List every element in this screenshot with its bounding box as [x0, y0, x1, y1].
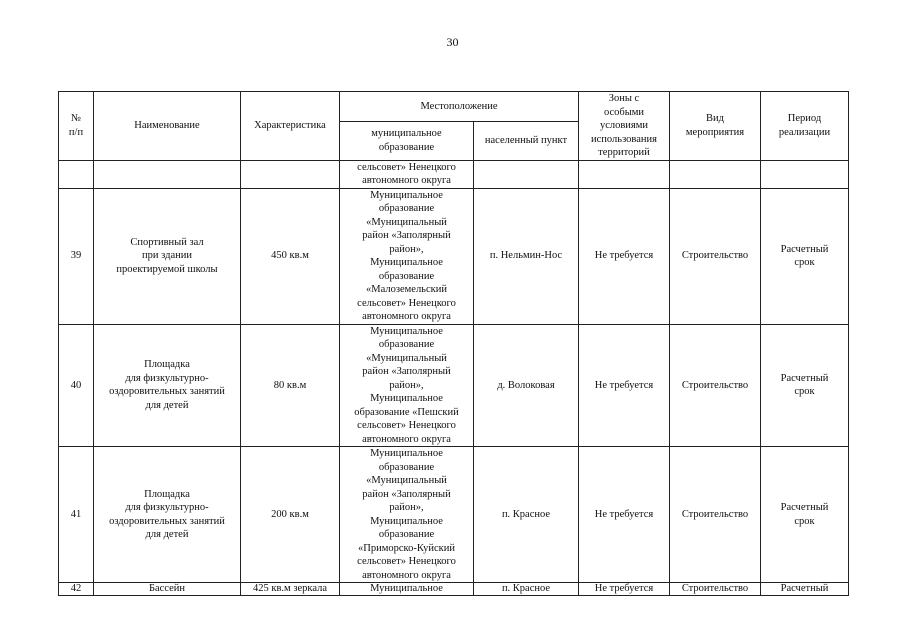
cell-empty: [59, 160, 94, 188]
cell-zones: Не требуется: [579, 583, 670, 596]
continuation-row: [59, 160, 849, 188]
cell-period: Расчетный: [761, 583, 849, 596]
cell-characteristic: 80 кв.м: [241, 324, 340, 447]
cell-activity-type: Строительство: [670, 188, 761, 324]
header-num: № п/п: [59, 92, 94, 161]
header-location: Местоположение: [340, 92, 579, 122]
cell-num: 39: [59, 188, 94, 324]
cell-empty: [670, 160, 761, 188]
cell-municipal: Муниципальное образование «Муниципальный район «Заполярный район», Муниципальное образование «Малоземельский сельсовет» Ненецкого автономного округа: [340, 188, 474, 324]
cell-zones: Не требуется: [579, 447, 670, 583]
cell-municipal: Муниципальное образование «Муниципальный район «Заполярный район», Муниципальное образование «Пешский сельсовет» Ненецкого автономного округа: [340, 324, 474, 447]
table-row: [59, 324, 849, 447]
header-zones: Зоны с особыми условиями использования территорий: [579, 92, 670, 161]
header-row-top: [59, 92, 849, 122]
header-period: Период реализации: [761, 92, 849, 161]
cell-settlement: п. Красное: [474, 583, 579, 596]
cell-num: 40: [59, 324, 94, 447]
header-activity-type: Вид мероприятия: [670, 92, 761, 161]
cell-activity-type: Строительство: [670, 447, 761, 583]
cell-empty: [94, 160, 241, 188]
cell-empty: [761, 160, 849, 188]
cell-activity-type: Строительство: [670, 324, 761, 447]
cell-activity-type: Строительство: [670, 583, 761, 596]
cell-settlement: д. Волоковая: [474, 324, 579, 447]
cell-name: Бассейн: [94, 583, 241, 596]
cell-period: Расчетный срок: [761, 324, 849, 447]
header-settlement: населенный пункт: [474, 122, 579, 160]
cell-num: 41: [59, 447, 94, 583]
cell-name: Спортивный зал при здании проектируемой школы: [94, 188, 241, 324]
cell-empty: [579, 160, 670, 188]
cell-municipal: Муниципальное: [340, 583, 474, 596]
cell-period: Расчетный срок: [761, 188, 849, 324]
table-row: [59, 447, 849, 583]
cell-characteristic: 425 кв.м зеркала: [241, 583, 340, 596]
cell-period: Расчетный срок: [761, 447, 849, 583]
cell-name: Площадка для физкультурно- оздоровительных занятий для детей: [94, 447, 241, 583]
header-municipal: муниципальное образование: [340, 122, 474, 160]
page-number: 30: [446, 35, 459, 49]
cell-num: 42: [59, 583, 94, 596]
planning-table: [58, 91, 849, 596]
cell-empty: [241, 160, 340, 188]
cell-zones: Не требуется: [579, 188, 670, 324]
cell-municipal: Муниципальное образование «Муниципальный район «Заполярный район», Муниципальное образование «Приморско-Куйский сельсовет» Ненецкого автономного округа: [340, 447, 474, 583]
cell-characteristic: 200 кв.м: [241, 447, 340, 583]
table-row: [59, 583, 849, 596]
cell-municipal: сельсовет» Ненецкого автономного округа: [340, 160, 474, 188]
cell-characteristic: 450 кв.м: [241, 188, 340, 324]
cell-zones: Не требуется: [579, 324, 670, 447]
cell-empty: [474, 160, 579, 188]
table-row: [59, 188, 849, 324]
header-characteristic: Характеристика: [241, 92, 340, 161]
cell-settlement: п. Нельмин-Нос: [474, 188, 579, 324]
cell-settlement: п. Красное: [474, 447, 579, 583]
header-name: Наименование: [94, 92, 241, 161]
cell-name: Площадка для физкультурно- оздоровительных занятий для детей: [94, 324, 241, 447]
